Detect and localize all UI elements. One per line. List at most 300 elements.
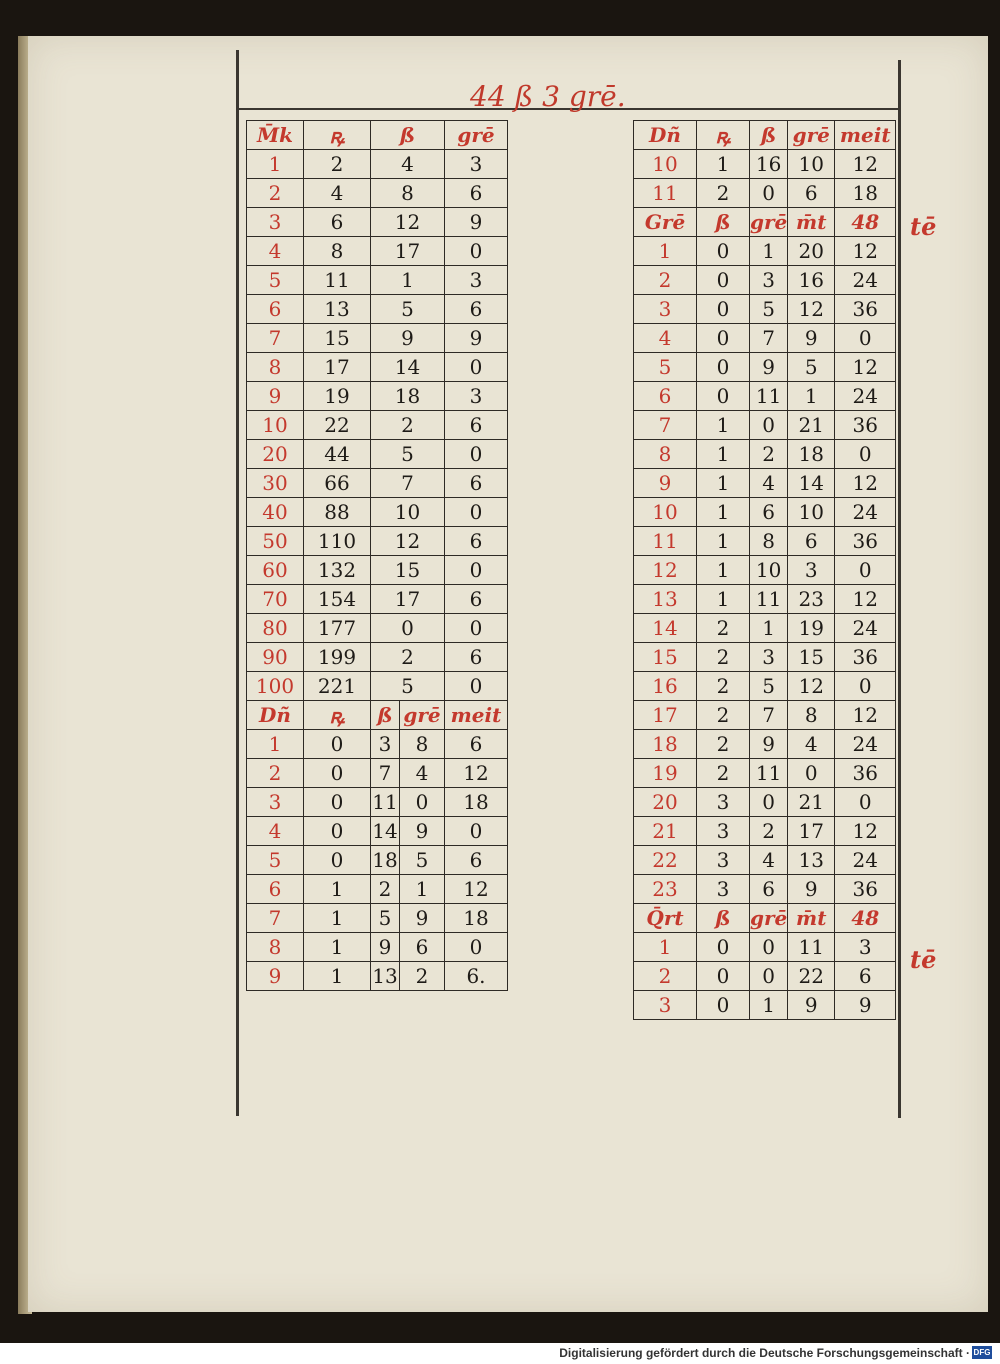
- ledger-cell: 17: [788, 817, 835, 846]
- ledger-cell: 20: [788, 237, 835, 266]
- ledger-cell: 14: [371, 353, 445, 382]
- ledger-cell: 0: [697, 295, 750, 324]
- ledger-cell: 2: [371, 643, 445, 672]
- ledger-cell: 10: [750, 556, 788, 585]
- ledger-cell: 7: [371, 759, 400, 788]
- ledger-cell: 12: [445, 759, 508, 788]
- ledger-cell: 154: [304, 585, 371, 614]
- ledger-header-cell: ꝶ: [697, 121, 750, 150]
- ledger-cell: 3: [697, 875, 750, 904]
- ledger-row: [247, 498, 508, 527]
- ledger-cell: 0: [445, 498, 508, 527]
- ledger-cell: 0: [371, 614, 445, 643]
- ledger-cell: 0: [304, 788, 371, 817]
- ledger-cell: 4: [750, 469, 788, 498]
- ledger-cell: 0: [445, 556, 508, 585]
- ledger-cell: 1: [750, 237, 788, 266]
- ledger-cell: 0: [445, 237, 508, 266]
- side-note-lower: tē: [910, 945, 937, 974]
- ledger-row-label: 12: [634, 556, 697, 585]
- ledger-row-label: 5: [247, 266, 304, 295]
- ledger-cell: 0: [835, 556, 896, 585]
- ledger-row-label: 9: [247, 382, 304, 411]
- ledger-cell: 36: [835, 411, 896, 440]
- ledger-cell: 0: [697, 237, 750, 266]
- ledger-cell: 6: [445, 643, 508, 672]
- ledger-row: [634, 382, 896, 411]
- ledger-cell: 21: [788, 411, 835, 440]
- ledger-cell: 17: [371, 237, 445, 266]
- ledger-cell: 5: [750, 672, 788, 701]
- ledger-row: [634, 179, 896, 208]
- ledger-row: [247, 150, 508, 179]
- ledger-cell: 5: [371, 440, 445, 469]
- ledger-cell: 6: [750, 875, 788, 904]
- ledger-header-cell: grē: [445, 121, 508, 150]
- ledger-row: [634, 701, 896, 730]
- ledger-cell: 11: [750, 759, 788, 788]
- ledger-cell: 12: [835, 150, 896, 179]
- ledger-row-label: 6: [247, 875, 304, 904]
- ledger-row: [247, 411, 508, 440]
- ledger-row: [247, 585, 508, 614]
- ledger-cell: 19: [788, 614, 835, 643]
- ledger-cell: 9: [445, 208, 508, 237]
- ledger-header-cell: ꝶ: [304, 121, 371, 150]
- ledger-row: [634, 150, 896, 179]
- ledger-cell: 11: [750, 382, 788, 411]
- ledger-cell: 6: [445, 179, 508, 208]
- ledger-cell: 12: [835, 469, 896, 498]
- ledger-cell: 0: [835, 672, 896, 701]
- ledger-cell: 2: [750, 817, 788, 846]
- ledger-row-label: 18: [634, 730, 697, 759]
- ledger-cell: 0: [445, 933, 508, 962]
- ledger-cell: 9: [400, 904, 445, 933]
- ledger-cell: 3: [697, 846, 750, 875]
- ledger-header-cell: meit: [445, 701, 508, 730]
- ledger-row-label: 4: [247, 237, 304, 266]
- ledger-cell: 12: [835, 817, 896, 846]
- ledger-cell: 9: [400, 817, 445, 846]
- ledger-row: [247, 237, 508, 266]
- ledger-cell: 1: [750, 614, 788, 643]
- ledger-cell: 0: [835, 324, 896, 353]
- ledger-cell: 6: [445, 585, 508, 614]
- ledger-cell: 221: [304, 672, 371, 701]
- ledger-row-label: 20: [634, 788, 697, 817]
- ledger-cell: 15: [371, 556, 445, 585]
- ledger-cell: 0: [697, 991, 750, 1020]
- ledger-cell: 22: [788, 962, 835, 991]
- ledger-row-label: 3: [247, 208, 304, 237]
- ledger-row-label: 1: [247, 730, 304, 759]
- ledger-cell: 13: [304, 295, 371, 324]
- ledger-cell: 0: [750, 788, 788, 817]
- ledger-cell: 9: [835, 991, 896, 1020]
- ledger-cell: 7: [750, 324, 788, 353]
- ledger-cell: 1: [304, 875, 371, 904]
- ledger-cell: 5: [371, 295, 445, 324]
- ledger-cell: 8: [750, 527, 788, 556]
- ledger-row: [247, 672, 508, 701]
- ledger-cell: 18: [788, 440, 835, 469]
- ledger-cell: 15: [304, 324, 371, 353]
- ledger-row: [247, 759, 508, 788]
- ledger-cell: 18: [445, 788, 508, 817]
- ledger-cell: 23: [788, 585, 835, 614]
- ledger-cell: 14: [788, 469, 835, 498]
- ledger-row-label: 3: [634, 991, 697, 1020]
- ledger-row: [247, 469, 508, 498]
- ledger-cell: 8: [304, 237, 371, 266]
- ledger-row: [247, 817, 508, 846]
- ledger-cell: 0: [697, 382, 750, 411]
- ledger-cell: 2: [697, 643, 750, 672]
- ledger-cell: 6: [788, 179, 835, 208]
- ledger-header-cell: Dñ: [247, 701, 304, 730]
- ledger-row: [247, 788, 508, 817]
- ledger-header-cell: m̄t: [788, 208, 835, 237]
- ledger-row-label: 2: [247, 759, 304, 788]
- ledger-cell: 132: [304, 556, 371, 585]
- ledger-cell: 2: [697, 730, 750, 759]
- ledger-cell: 3: [835, 933, 896, 962]
- ledger-cell: 9: [750, 730, 788, 759]
- ledger-cell: 0: [445, 440, 508, 469]
- ledger-header-cell: grē: [750, 904, 788, 933]
- ledger-row-label: 5: [247, 846, 304, 875]
- ledger-header-row: [634, 208, 896, 237]
- ledger-cell: 5: [371, 904, 400, 933]
- ledger-row: [634, 324, 896, 353]
- ledger-cell: 6: [788, 527, 835, 556]
- ledger-row: [247, 266, 508, 295]
- ledger-cell: 2: [697, 614, 750, 643]
- ledger-cell: 3: [445, 150, 508, 179]
- dfg-logo: DFG: [973, 1348, 991, 1357]
- ledger-cell: 24: [835, 614, 896, 643]
- ledger-row-label: 50: [247, 527, 304, 556]
- ledger-cell: 6: [445, 469, 508, 498]
- ledger-row-label: 30: [247, 469, 304, 498]
- right-ledger-table: [633, 120, 896, 1020]
- ledger-cell: 19: [304, 382, 371, 411]
- ledger-row-label: 6: [634, 382, 697, 411]
- ledger-cell: 199: [304, 643, 371, 672]
- ledger-row-label: 10: [634, 150, 697, 179]
- ledger-cell: 1: [788, 382, 835, 411]
- ledger-row-label: 11: [634, 527, 697, 556]
- ledger-cell: 1: [697, 469, 750, 498]
- ledger-cell: 12: [835, 585, 896, 614]
- ledger-cell: 9: [371, 933, 400, 962]
- ledger-row: [247, 962, 508, 991]
- ledger-row-label: 70: [247, 585, 304, 614]
- ledger-row-label: 3: [634, 295, 697, 324]
- ledger-cell: 6: [304, 208, 371, 237]
- ledger-row-label: 19: [634, 759, 697, 788]
- ledger-cell: 36: [835, 875, 896, 904]
- footer-credit: Digitalisierung gefördert durch die Deutsche Forschungsgemeinschaft ·: [559, 1346, 970, 1360]
- ledger-cell: 0: [697, 353, 750, 382]
- ledger-cell: 16: [788, 266, 835, 295]
- ledger-row: [247, 208, 508, 237]
- ledger-cell: 18: [371, 382, 445, 411]
- ledger-header-cell: 48: [835, 904, 896, 933]
- ledger-cell: 24: [835, 498, 896, 527]
- ledger-cell: 0: [400, 788, 445, 817]
- ledger-row-label: 15: [634, 643, 697, 672]
- ledger-row-label: 17: [634, 701, 697, 730]
- ledger-row-label: 8: [247, 933, 304, 962]
- ledger-cell: 88: [304, 498, 371, 527]
- ledger-header-cell: grē: [788, 121, 835, 150]
- ledger-header-cell: ß: [750, 121, 788, 150]
- ledger-cell: 66: [304, 469, 371, 498]
- ledger-cell: 11: [788, 933, 835, 962]
- ledger-cell: 0: [445, 353, 508, 382]
- ledger-row-label: 7: [247, 904, 304, 933]
- ledger-cell: 3: [788, 556, 835, 585]
- ledger-cell: 0: [445, 614, 508, 643]
- ledger-cell: 3: [445, 266, 508, 295]
- ledger-cell: 18: [835, 179, 896, 208]
- ledger-row-label: 9: [247, 962, 304, 991]
- ledger-row-label: 13: [634, 585, 697, 614]
- ledger-cell: 2: [697, 672, 750, 701]
- ledger-row: [247, 353, 508, 382]
- ledger-cell: 0: [697, 324, 750, 353]
- ledger-row-label: 2: [247, 179, 304, 208]
- ledger-row: [247, 382, 508, 411]
- ledger-cell: 0: [304, 759, 371, 788]
- ledger-cell: 44: [304, 440, 371, 469]
- ledger-cell: 177: [304, 614, 371, 643]
- ledger-row-label: 90: [247, 643, 304, 672]
- ledger-row: [247, 527, 508, 556]
- ledger-cell: 12: [835, 237, 896, 266]
- ledger-row: [247, 730, 508, 759]
- ledger-cell: 6: [445, 846, 508, 875]
- ledger-cell: 13: [371, 962, 400, 991]
- ledger-cell: 9: [371, 324, 445, 353]
- ledger-row-label: 80: [247, 614, 304, 643]
- ledger-cell: 3: [445, 382, 508, 411]
- ledger-cell: 12: [788, 672, 835, 701]
- ledger-cell: 0: [304, 730, 371, 759]
- ledger-row: [247, 295, 508, 324]
- ledger-cell: 22: [304, 411, 371, 440]
- ledger-cell: 6.: [445, 962, 508, 991]
- ledger-row: [634, 643, 896, 672]
- ledger-cell: 9: [750, 353, 788, 382]
- ledger-cell: 0: [788, 759, 835, 788]
- ledger-row: [634, 672, 896, 701]
- ledger-cell: 24: [835, 846, 896, 875]
- ledger-cell: 18: [371, 846, 400, 875]
- ledger-cell: 17: [304, 353, 371, 382]
- left-ledger-table: [246, 120, 508, 991]
- ledger-row-label: 1: [247, 150, 304, 179]
- ledger-row: [247, 324, 508, 353]
- ledger-cell: 8: [371, 179, 445, 208]
- ledger-cell: 2: [697, 179, 750, 208]
- ledger-cell: 2: [400, 962, 445, 991]
- ledger-row-label: 2: [634, 266, 697, 295]
- ledger-row: [634, 585, 896, 614]
- ledger-cell: 5: [400, 846, 445, 875]
- ledger-row-label: 22: [634, 846, 697, 875]
- right-frame-rule: [898, 60, 901, 1118]
- ledger-row-label: 23: [634, 875, 697, 904]
- ledger-cell: 9: [788, 875, 835, 904]
- ledger-header-cell: ß: [371, 701, 400, 730]
- ledger-cell: 2: [750, 440, 788, 469]
- ledger-cell: 4: [750, 846, 788, 875]
- ledger-row-label: 10: [247, 411, 304, 440]
- ledger-cell: 1: [371, 266, 445, 295]
- ledger-row-label: 20: [247, 440, 304, 469]
- ledger-header-cell: ß: [697, 208, 750, 237]
- ledger-cell: 8: [788, 701, 835, 730]
- ledger-cell: 0: [697, 266, 750, 295]
- ledger-cell: 2: [371, 875, 400, 904]
- ledger-row-label: 1: [634, 237, 697, 266]
- ledger-row: [247, 904, 508, 933]
- ledger-header-cell: M̄k: [247, 121, 304, 150]
- ledger-cell: 110: [304, 527, 371, 556]
- ledger-row-label: 7: [634, 411, 697, 440]
- ledger-row: [634, 614, 896, 643]
- ledger-row-label: 4: [634, 324, 697, 353]
- ledger-row-label: 2: [634, 962, 697, 991]
- ledger-cell: 9: [445, 324, 508, 353]
- ledger-cell: 4: [788, 730, 835, 759]
- ledger-row: [634, 991, 896, 1020]
- footer-bar: [0, 1343, 1000, 1364]
- ledger-row: [247, 933, 508, 962]
- ledger-row: [247, 875, 508, 904]
- ledger-header-cell: 48: [835, 208, 896, 237]
- ledger-header-cell: m̄t: [788, 904, 835, 933]
- ledger-cell: 2: [304, 150, 371, 179]
- ledger-cell: 10: [788, 150, 835, 179]
- ledger-cell: 1: [697, 150, 750, 179]
- ledger-cell: 0: [835, 788, 896, 817]
- ledger-row: [247, 614, 508, 643]
- ledger-cell: 15: [788, 643, 835, 672]
- ledger-cell: 1: [400, 875, 445, 904]
- ledger-cell: 5: [371, 672, 445, 701]
- ledger-cell: 10: [371, 498, 445, 527]
- ledger-cell: 7: [750, 701, 788, 730]
- ledger-row: [634, 817, 896, 846]
- ledger-cell: 6: [445, 411, 508, 440]
- ledger-row-label: 40: [247, 498, 304, 527]
- ledger-row-label: 6: [247, 295, 304, 324]
- ledger-row: [634, 440, 896, 469]
- ledger-cell: 21: [788, 788, 835, 817]
- ledger-row-label: 21: [634, 817, 697, 846]
- ledger-row: [634, 875, 896, 904]
- ledger-header-cell: grē: [750, 208, 788, 237]
- ledger-cell: 3: [750, 266, 788, 295]
- ledger-cell: 1: [304, 904, 371, 933]
- ledger-cell: 6: [750, 498, 788, 527]
- ledger-cell: 1: [697, 527, 750, 556]
- ledger-row: [247, 643, 508, 672]
- ledger-cell: 0: [835, 440, 896, 469]
- ledger-header-row: [634, 904, 896, 933]
- ledger-header-cell: Dñ: [634, 121, 697, 150]
- ledger-cell: 12: [371, 527, 445, 556]
- ledger-cell: 6: [445, 295, 508, 324]
- ledger-row-label: 100: [247, 672, 304, 701]
- ledger-row-label: 60: [247, 556, 304, 585]
- ledger-row-label: 14: [634, 614, 697, 643]
- ledger-cell: 11: [750, 585, 788, 614]
- ledger-row: [634, 933, 896, 962]
- ledger-header-cell: Q̄rt: [634, 904, 697, 933]
- ledger-cell: 0: [750, 962, 788, 991]
- ledger-cell: 4: [304, 179, 371, 208]
- ledger-row-label: 4: [247, 817, 304, 846]
- ledger-cell: 17: [371, 585, 445, 614]
- ledger-header-cell: grē: [400, 701, 445, 730]
- ledger-cell: 13: [788, 846, 835, 875]
- ledger-header-row: [247, 701, 508, 730]
- ledger-row-label: 8: [634, 440, 697, 469]
- ledger-row-label: 11: [634, 179, 697, 208]
- ledger-row-label: 1: [634, 933, 697, 962]
- ledger-cell: 14: [371, 817, 400, 846]
- ledger-row: [247, 179, 508, 208]
- ledger-cell: 4: [400, 759, 445, 788]
- ledger-cell: 24: [835, 266, 896, 295]
- ledger-cell: 2: [371, 411, 445, 440]
- ledger-row: [634, 266, 896, 295]
- ledger-cell: 0: [304, 846, 371, 875]
- ledger-row: [634, 556, 896, 585]
- ledger-header-cell: ß: [371, 121, 445, 150]
- ledger-row-label: 10: [634, 498, 697, 527]
- ledger-cell: 24: [835, 730, 896, 759]
- ledger-cell: 12: [835, 353, 896, 382]
- ledger-row: [634, 411, 896, 440]
- ledger-cell: 1: [304, 933, 371, 962]
- ledger-cell: 2: [697, 759, 750, 788]
- ledger-row: [634, 788, 896, 817]
- ledger-cell: 12: [445, 875, 508, 904]
- ledger-cell: 1: [750, 991, 788, 1020]
- page-heading: 44 ß 3 grē.: [470, 80, 626, 113]
- ledger-cell: 1: [304, 962, 371, 991]
- ledger-row: [247, 846, 508, 875]
- ledger-cell: 6: [445, 730, 508, 759]
- ledger-cell: 0: [697, 933, 750, 962]
- ledger-row-label: 8: [247, 353, 304, 382]
- ledger-cell: 0: [697, 962, 750, 991]
- ledger-cell: 0: [750, 933, 788, 962]
- ledger-cell: 12: [371, 208, 445, 237]
- ledger-row: [634, 759, 896, 788]
- ledger-cell: 36: [835, 527, 896, 556]
- ledger-cell: 1: [697, 411, 750, 440]
- ledger-cell: 0: [304, 817, 371, 846]
- ledger-cell: 3: [371, 730, 400, 759]
- ledger-cell: 0: [750, 179, 788, 208]
